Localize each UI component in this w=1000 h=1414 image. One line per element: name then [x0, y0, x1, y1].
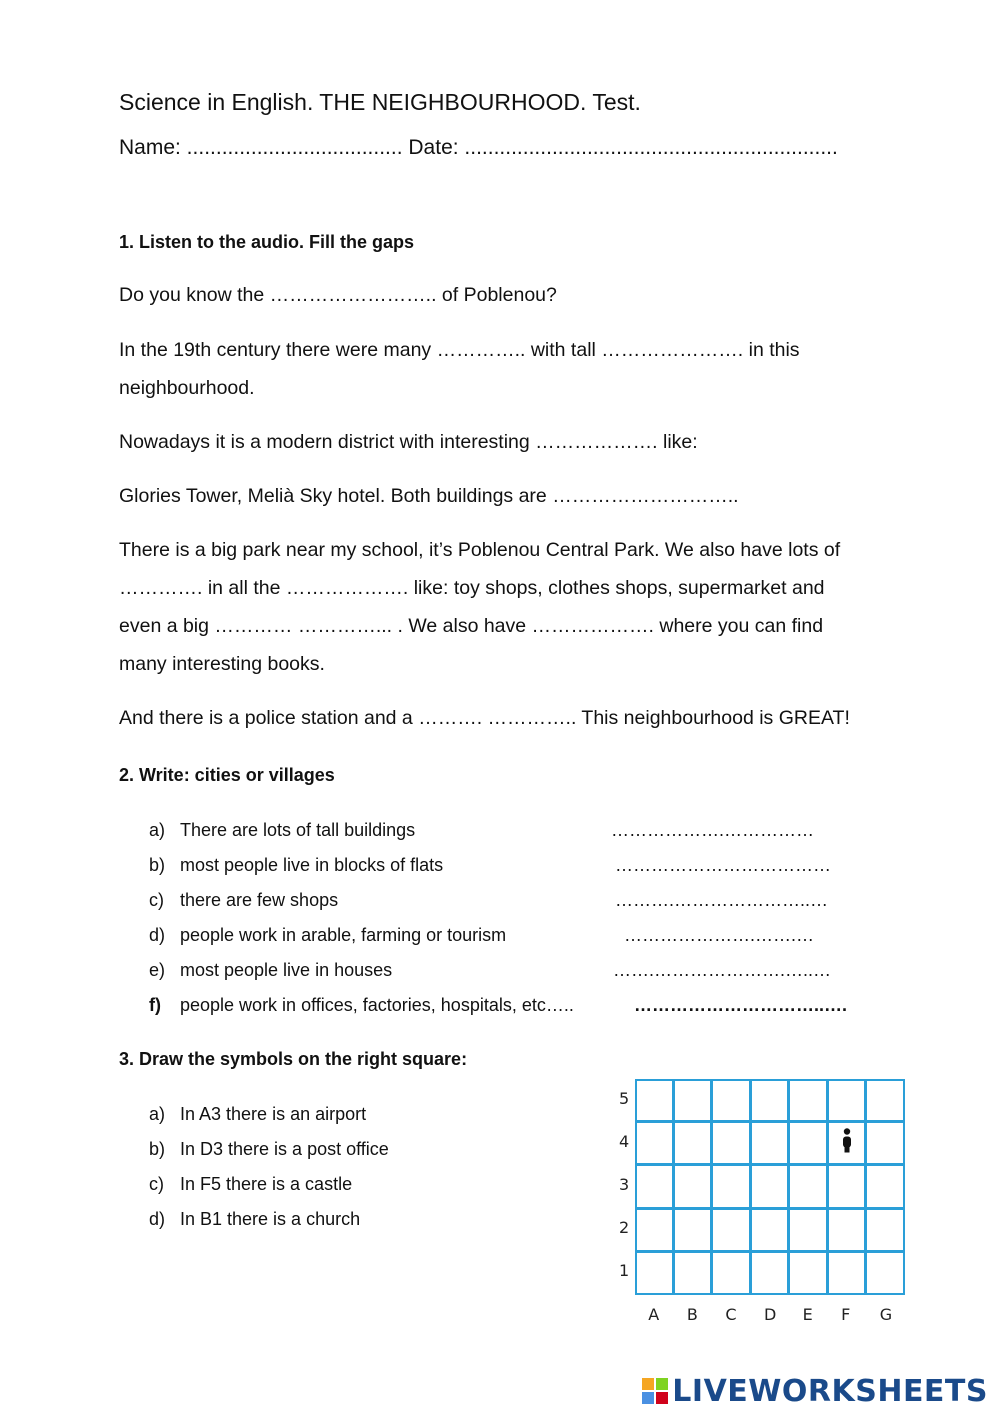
grid-cell-G2: [865, 1208, 905, 1252]
list-marker: f): [149, 995, 161, 1015]
list-marker: b): [149, 1139, 166, 1159]
grid-cell-E1: [788, 1251, 828, 1295]
grid-row-label: 3: [619, 1175, 630, 1194]
answer-blank: ……………….……………: [611, 820, 815, 840]
grid-cell-B2: [673, 1208, 713, 1252]
answer-blank: ………………….…….…: [624, 925, 815, 945]
grid-cell-B4: [673, 1121, 713, 1165]
list-marker: d): [149, 1209, 166, 1229]
section-3-heading: 3. Draw the symbols on the right square:: [119, 1049, 468, 1069]
grid-column-label: D: [764, 1305, 777, 1324]
list-item-text: people work in offices, factories, hospitals, etc…..: [180, 995, 574, 1015]
answer-blank: …………………………..….: [634, 995, 848, 1015]
grid-cell-B5: [673, 1079, 713, 1122]
page-title: Science in English. THE NEIGHBOURHOOD. Test.: [119, 89, 641, 115]
paragraph-line: Nowadays it is a modern district with interesting ………………. like:: [119, 431, 698, 453]
list-item-text: In B1 there is a church: [180, 1209, 361, 1229]
list-item-text: There are lots of tall buildings: [180, 820, 416, 840]
grid-column-label: G: [879, 1305, 893, 1324]
paragraph-line: neighbourhood.: [119, 377, 255, 399]
grid-column-label: B: [686, 1305, 698, 1324]
grid-cell-B1: [673, 1251, 713, 1295]
grid-cell-E2: [788, 1208, 828, 1252]
grid-cell-D2: [750, 1208, 790, 1252]
grid-cell-E5: [788, 1079, 828, 1122]
answer-blank: ………………………………: [615, 855, 831, 875]
grid-cell-G1: [865, 1251, 905, 1295]
paragraph-line: many interesting books.: [119, 653, 325, 675]
grid-cell-A2: [635, 1208, 674, 1252]
paragraph-line: even a big ………… …………... . We also have ………………. where you can find: [119, 615, 824, 637]
answer-blank: …….………………….…..…: [613, 960, 832, 980]
grid-column-label: C: [725, 1305, 737, 1324]
paragraph-line: …………. in all the ………………. like: toy shops, clothes shops, supermarket and: [119, 577, 825, 599]
grid-cell-D5: [750, 1079, 790, 1122]
grid-cell-A4: [635, 1121, 674, 1165]
paragraph-line: Do you know the …………………….. of Poblenou?: [119, 284, 557, 306]
grid-cell-F4: [827, 1121, 867, 1165]
grid-column-label: F: [841, 1305, 851, 1324]
list-item-text: most people live in blocks of flats: [180, 855, 444, 875]
grid-cell-D4: [750, 1121, 790, 1165]
grid-cell-C2: [711, 1208, 751, 1252]
grid-cell-G3: [865, 1164, 905, 1208]
grid-cells: [635, 1079, 905, 1295]
list-marker: b): [149, 855, 166, 875]
grid-cell-D3: [750, 1164, 790, 1208]
paragraph-line: There is a big park near my school, it’s Poblenou Central Park. We also have lots of: [119, 539, 841, 561]
name-date-line: Name: ..................................... Date: ................................................................: [119, 136, 838, 159]
coordinate-grid: [612, 1076, 912, 1336]
list-item-text: most people live in houses: [180, 960, 393, 980]
list-item-text: In F5 there is a castle: [180, 1174, 353, 1194]
grid-cell-C3: [711, 1164, 751, 1208]
grid-cell-E4: [788, 1121, 828, 1165]
list-marker: c): [149, 890, 164, 910]
grid-cell-A5: [635, 1079, 674, 1122]
grid-cell-C5: [711, 1079, 751, 1122]
grid-cell-C4: [711, 1121, 751, 1165]
paragraph-line: Glories Tower, Melià Sky hotel. Both buildings are ………………………..: [119, 485, 739, 507]
grid-cell-A1: [635, 1251, 674, 1295]
answer-blank: ……….…………………..…: [615, 890, 829, 910]
grid-cell-D1: [750, 1251, 790, 1295]
grid-cell-G5: [865, 1079, 905, 1122]
grid-cell-F5: [827, 1079, 867, 1122]
grid-cell-F3: [827, 1164, 867, 1208]
grid-cell-G4: [865, 1121, 905, 1165]
paragraph-line: And there is a police station and a ………. ………….. This neighbourhood is GREAT!: [119, 707, 850, 729]
grid-column-label: A: [648, 1305, 660, 1324]
grid-row-label: 4: [619, 1131, 630, 1151]
list-item-text: In A3 there is an airport: [180, 1104, 367, 1124]
list-item-text: In D3 there is a post office: [180, 1139, 389, 1159]
list-item-text: there are few shops: [180, 890, 339, 910]
list-item-text: people work in arable, farming or tourism: [180, 925, 507, 945]
list-marker: a): [149, 1104, 166, 1124]
liveworksheets-logo-icon: [642, 1378, 668, 1404]
grid-cell-A3: [635, 1164, 674, 1208]
section-1-heading: 1. Listen to the audio. Fill the gaps: [119, 232, 415, 252]
grid-cell-B3: [673, 1164, 713, 1208]
list-marker: c): [149, 1174, 164, 1194]
list-marker: e): [149, 960, 166, 980]
paragraph-line: In the 19th century there were many ………….. with tall …………………. in this: [119, 339, 800, 361]
grid-row-label: 5: [619, 1088, 630, 1108]
logo-text: LIVEWORKSHEETS: [672, 1373, 988, 1409]
person-icon: [841, 1128, 853, 1159]
liveworksheets-logo: [642, 1374, 988, 1408]
list-marker: a): [149, 820, 166, 840]
grid-cell-F2: [827, 1208, 867, 1252]
grid-row-label: 1: [619, 1261, 630, 1281]
grid-cell-E3: [788, 1164, 828, 1208]
list-marker: d): [149, 925, 166, 945]
section-2-heading: 2. Write: cities or villages: [119, 765, 335, 785]
grid-cell-F1: [827, 1251, 867, 1295]
grid-row-label: 2: [619, 1218, 630, 1238]
grid-cell-C1: [711, 1251, 751, 1295]
grid-column-label: E: [802, 1305, 813, 1324]
